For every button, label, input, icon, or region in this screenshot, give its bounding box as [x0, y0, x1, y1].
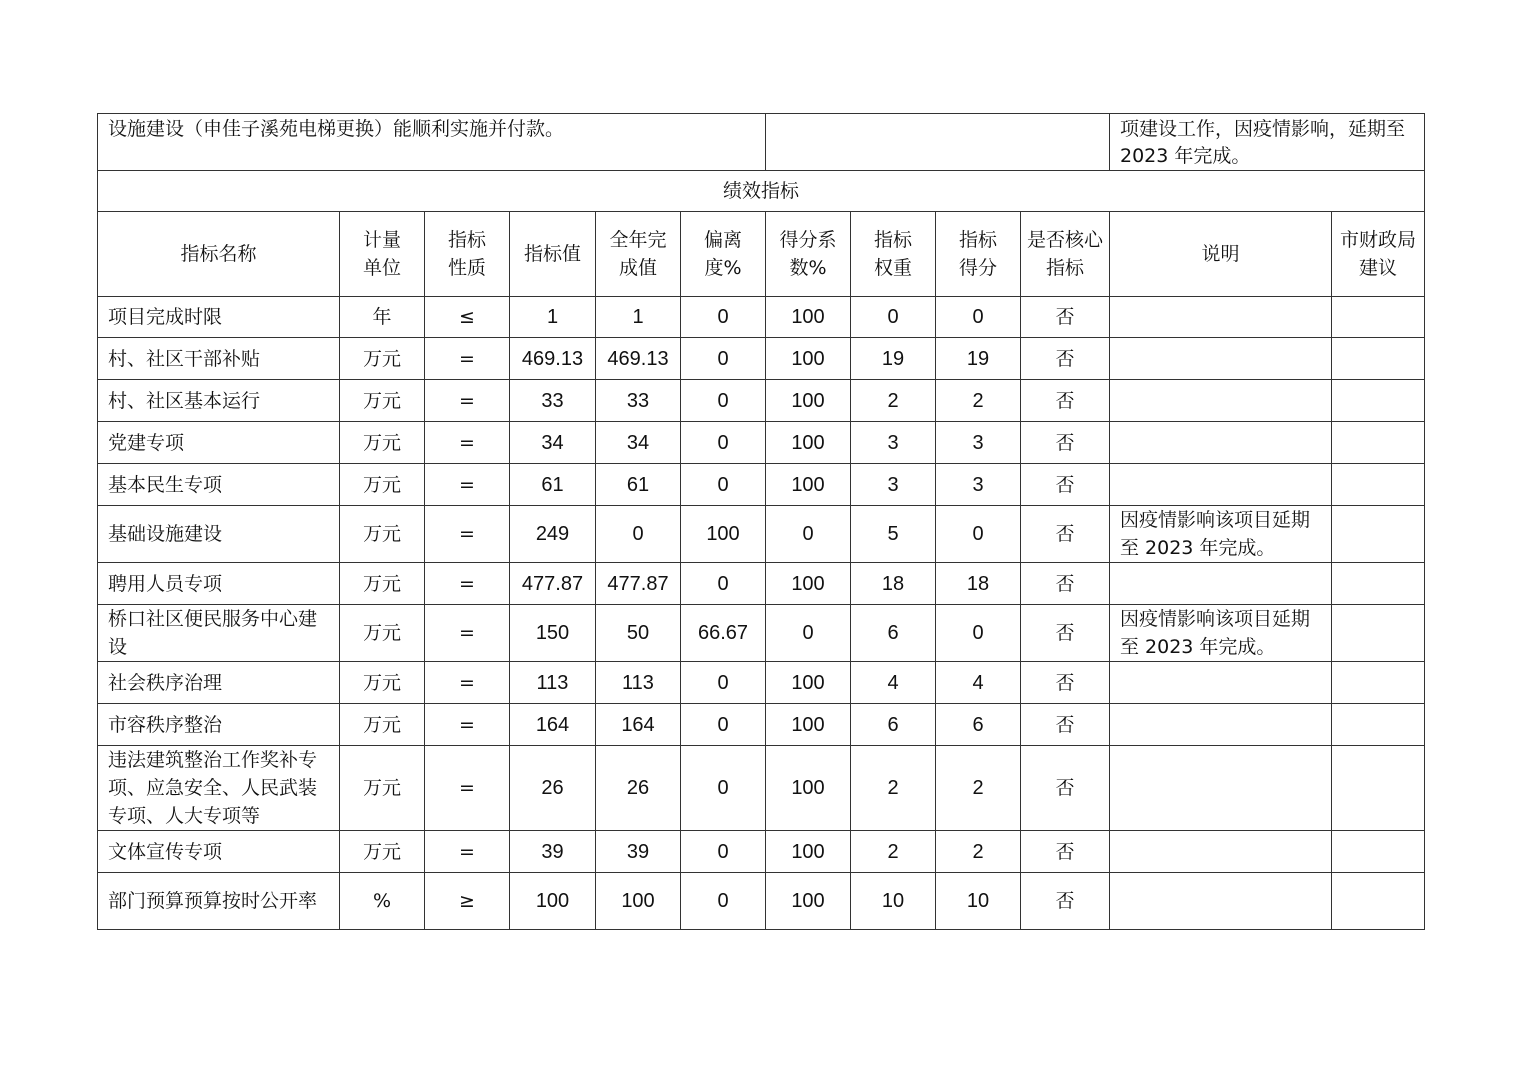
weight-cell: 0: [851, 297, 936, 338]
header-nature-text: 指标性质: [447, 229, 486, 279]
table-row: [98, 422, 1425, 464]
actual-cell: 1: [596, 297, 681, 338]
actual-cell: 50: [596, 605, 681, 662]
header-nature: [425, 212, 510, 297]
advice-cell: [1332, 297, 1425, 338]
coef-cell: 100: [766, 746, 851, 831]
header-advice: [1332, 212, 1425, 297]
note-cell: [1110, 297, 1332, 338]
table-row: [98, 563, 1425, 605]
value-cell: 39: [510, 831, 596, 873]
indicator-name: 基础设施建设: [98, 506, 340, 563]
weight-cell: 2: [851, 746, 936, 831]
value-cell: 61: [510, 464, 596, 506]
score-cell: 18: [936, 563, 1021, 605]
coef-cell: 100: [766, 662, 851, 704]
coef-cell: 100: [766, 338, 851, 380]
advice-cell: [1332, 746, 1425, 831]
unit-cell: 万元: [340, 422, 425, 464]
header-core-text: 是否核心指标: [1026, 229, 1103, 279]
note-cell: 因疫情影响该项目延期至 2023 年完成。: [1110, 506, 1332, 563]
coef-cell: 100: [766, 380, 851, 422]
unit-cell: 万元: [340, 464, 425, 506]
advice-cell: [1332, 563, 1425, 605]
score-cell: 2: [936, 380, 1021, 422]
value-cell: 477.87: [510, 563, 596, 605]
nature-cell: =: [425, 464, 510, 506]
note-cell: [1110, 380, 1332, 422]
score-cell: 0: [936, 506, 1021, 563]
deviation-cell: 0: [681, 831, 766, 873]
indicator-name: 聘用人员专项: [98, 563, 340, 605]
table-row: [98, 873, 1425, 930]
advice-cell: [1332, 422, 1425, 464]
note-cell: [1110, 746, 1332, 831]
header-value: 指标值: [510, 212, 596, 297]
actual-cell: 100: [596, 873, 681, 930]
advice-cell: [1332, 506, 1425, 563]
header-note: 说明: [1110, 212, 1332, 297]
section-row: [98, 171, 1425, 212]
core-cell: 否: [1021, 506, 1110, 563]
advice-cell: [1332, 605, 1425, 662]
header-unit-text: 计量单位: [362, 229, 401, 279]
advice-cell: [1332, 464, 1425, 506]
unit-cell: 万元: [340, 563, 425, 605]
unit-cell: 万元: [340, 746, 425, 831]
core-cell: 否: [1021, 831, 1110, 873]
core-cell: 否: [1021, 422, 1110, 464]
value-cell: 1: [510, 297, 596, 338]
core-cell: 否: [1021, 704, 1110, 746]
score-cell: 10: [936, 873, 1021, 930]
table-row: [98, 297, 1425, 338]
weight-cell: 3: [851, 464, 936, 506]
value-cell: 164: [510, 704, 596, 746]
nature-cell: =: [425, 704, 510, 746]
indicator-name: 党建专项: [98, 422, 340, 464]
nature-cell: =: [425, 338, 510, 380]
indicator-name: 桥口社区便民服务中心建设: [98, 605, 340, 662]
indicator-name: 违法建筑整治工作奖补专项、应急安全、人民武装专项、人大专项等: [98, 746, 340, 831]
unit-cell: 年: [340, 297, 425, 338]
nature-cell: =: [425, 506, 510, 563]
actual-cell: 61: [596, 464, 681, 506]
note-cell: [1110, 873, 1332, 930]
core-cell: 否: [1021, 464, 1110, 506]
weight-cell: 2: [851, 831, 936, 873]
deviation-cell: 0: [681, 422, 766, 464]
nature-cell: =: [425, 662, 510, 704]
actual-cell: 0: [596, 506, 681, 563]
nature-cell: ≥: [425, 873, 510, 930]
unit-cell: 万元: [340, 506, 425, 563]
deviation-cell: 100: [681, 506, 766, 563]
header-weight-text: 指标权重: [873, 229, 912, 279]
performance-indicator-table: [97, 113, 1425, 930]
score-cell: 2: [936, 746, 1021, 831]
carryover-right-cell: 项建设工作，因疫情影响，延期至 2023 年完成。: [1110, 114, 1425, 171]
coef-cell: 0: [766, 605, 851, 662]
header-coef: [766, 212, 851, 297]
deviation-cell: 0: [681, 662, 766, 704]
table-row: [98, 506, 1425, 563]
score-cell: 19: [936, 338, 1021, 380]
nature-cell: ≤: [425, 297, 510, 338]
deviation-cell: 0: [681, 338, 766, 380]
score-cell: 0: [936, 605, 1021, 662]
nature-cell: =: [425, 831, 510, 873]
core-cell: 否: [1021, 338, 1110, 380]
unit-cell: %: [340, 873, 425, 930]
note-cell: 因疫情影响该项目延期至 2023 年完成。: [1110, 605, 1332, 662]
deviation-cell: 0: [681, 746, 766, 831]
coef-cell: 100: [766, 464, 851, 506]
value-cell: 113: [510, 662, 596, 704]
header-score: [936, 212, 1021, 297]
core-cell: 否: [1021, 297, 1110, 338]
actual-cell: 113: [596, 662, 681, 704]
indicator-name: 部门预算预算按时公开率: [98, 873, 340, 930]
deviation-cell: 0: [681, 297, 766, 338]
core-cell: 否: [1021, 380, 1110, 422]
note-cell: [1110, 662, 1332, 704]
header-actual-text: 全年完成值: [609, 229, 667, 279]
deviation-cell: 0: [681, 873, 766, 930]
unit-cell: 万元: [340, 704, 425, 746]
weight-cell: 5: [851, 506, 936, 563]
carryover-left-cell: 设施建设（申佳子溪苑电梯更换）能顺利实施并付款。: [98, 114, 766, 171]
unit-cell: 万元: [340, 831, 425, 873]
header-advice-text: 市财政局建议: [1339, 229, 1416, 279]
nature-cell: =: [425, 380, 510, 422]
table-row: [98, 464, 1425, 506]
deviation-cell: 0: [681, 704, 766, 746]
header-deviation-text: 偏离度%: [703, 229, 742, 279]
coef-cell: 100: [766, 831, 851, 873]
score-cell: 4: [936, 662, 1021, 704]
actual-cell: 39: [596, 831, 681, 873]
coef-cell: 100: [766, 873, 851, 930]
value-cell: 249: [510, 506, 596, 563]
score-cell: 3: [936, 464, 1021, 506]
weight-cell: 18: [851, 563, 936, 605]
score-cell: 0: [936, 297, 1021, 338]
header-weight: [851, 212, 936, 297]
indicator-name: 社会秩序治理: [98, 662, 340, 704]
indicator-name: 文体宣传专项: [98, 831, 340, 873]
coef-cell: 0: [766, 506, 851, 563]
score-cell: 6: [936, 704, 1021, 746]
weight-cell: 19: [851, 338, 936, 380]
indicator-name: 基本民生专项: [98, 464, 340, 506]
note-cell: [1110, 563, 1332, 605]
advice-cell: [1332, 380, 1425, 422]
deviation-cell: 66.67: [681, 605, 766, 662]
weight-cell: 2: [851, 380, 936, 422]
value-cell: 150: [510, 605, 596, 662]
actual-cell: 26: [596, 746, 681, 831]
nature-cell: =: [425, 746, 510, 831]
nature-cell: =: [425, 563, 510, 605]
value-cell: 100: [510, 873, 596, 930]
advice-cell: [1332, 704, 1425, 746]
advice-cell: [1332, 662, 1425, 704]
unit-cell: 万元: [340, 338, 425, 380]
header-deviation: [681, 212, 766, 297]
core-cell: 否: [1021, 563, 1110, 605]
table-row: [98, 746, 1425, 831]
section-title: 绩效指标: [98, 171, 1425, 212]
value-cell: 33: [510, 380, 596, 422]
header-coef-text: 得分系数%: [779, 229, 837, 279]
note-cell: [1110, 831, 1332, 873]
table-row: [98, 338, 1425, 380]
unit-cell: 万元: [340, 605, 425, 662]
value-cell: 26: [510, 746, 596, 831]
weight-cell: 4: [851, 662, 936, 704]
header-score-text: 指标得分: [958, 229, 997, 279]
weight-cell: 3: [851, 422, 936, 464]
header-unit: [340, 212, 425, 297]
actual-cell: 477.87: [596, 563, 681, 605]
actual-cell: 469.13: [596, 338, 681, 380]
score-cell: 3: [936, 422, 1021, 464]
advice-cell: [1332, 338, 1425, 380]
unit-cell: 万元: [340, 662, 425, 704]
note-cell: [1110, 338, 1332, 380]
note-cell: [1110, 422, 1332, 464]
header-row: [98, 212, 1425, 297]
actual-cell: 164: [596, 704, 681, 746]
table-row: [98, 831, 1425, 873]
core-cell: 否: [1021, 746, 1110, 831]
core-cell: 否: [1021, 605, 1110, 662]
deviation-cell: 0: [681, 380, 766, 422]
note-cell: [1110, 704, 1332, 746]
deviation-cell: 0: [681, 563, 766, 605]
actual-cell: 33: [596, 380, 681, 422]
score-cell: 2: [936, 831, 1021, 873]
coef-cell: 100: [766, 704, 851, 746]
deviation-cell: 0: [681, 464, 766, 506]
weight-cell: 6: [851, 704, 936, 746]
header-actual: [596, 212, 681, 297]
indicator-name: 村、社区基本运行: [98, 380, 340, 422]
nature-cell: =: [425, 605, 510, 662]
weight-cell: 6: [851, 605, 936, 662]
indicator-name: 村、社区干部补贴: [98, 338, 340, 380]
table-row: [98, 380, 1425, 422]
header-name: 指标名称: [98, 212, 340, 297]
core-cell: 否: [1021, 662, 1110, 704]
table-row: [98, 662, 1425, 704]
header-core: [1021, 212, 1110, 297]
carryover-middle-cell: [766, 114, 1110, 171]
core-cell: 否: [1021, 873, 1110, 930]
table-row: [98, 605, 1425, 662]
nature-cell: =: [425, 422, 510, 464]
carryover-row: [98, 114, 1425, 171]
note-cell: [1110, 464, 1332, 506]
coef-cell: 100: [766, 563, 851, 605]
advice-cell: [1332, 831, 1425, 873]
coef-cell: 100: [766, 297, 851, 338]
value-cell: 469.13: [510, 338, 596, 380]
actual-cell: 34: [596, 422, 681, 464]
indicator-name: 项目完成时限: [98, 297, 340, 338]
unit-cell: 万元: [340, 380, 425, 422]
advice-cell: [1332, 873, 1425, 930]
value-cell: 34: [510, 422, 596, 464]
indicator-name: 市容秩序整治: [98, 704, 340, 746]
table-row: [98, 704, 1425, 746]
weight-cell: 10: [851, 873, 936, 930]
coef-cell: 100: [766, 422, 851, 464]
